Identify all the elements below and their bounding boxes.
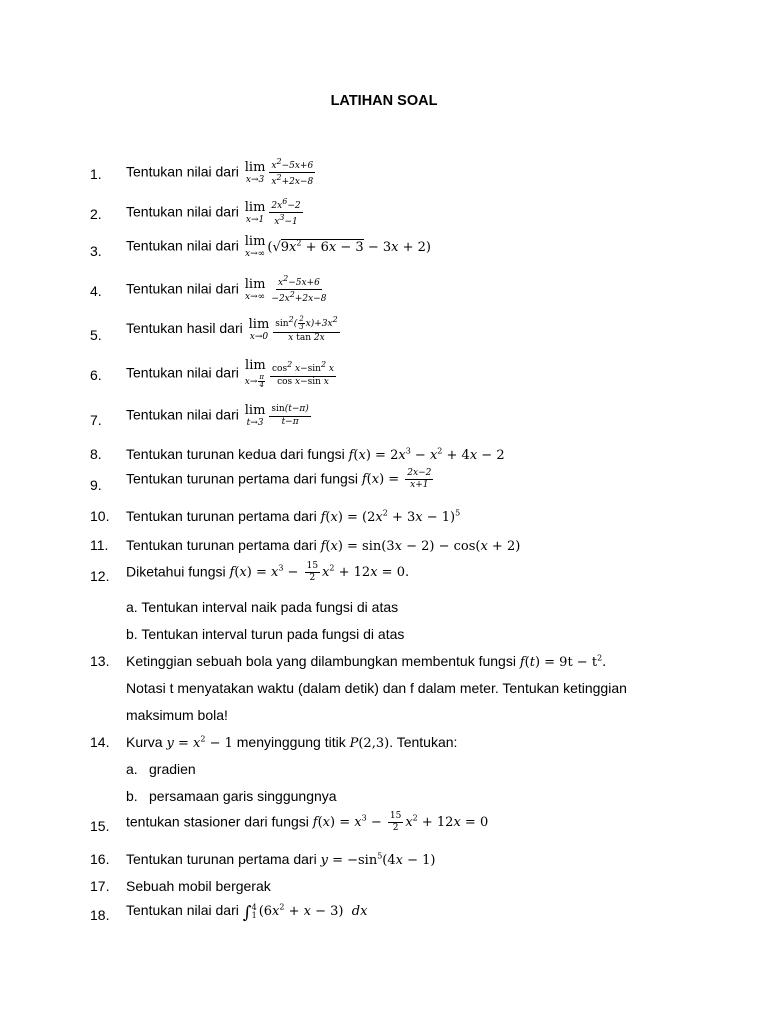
- math-expression: lim x→3 $\frac{x^2-5x+6}{x^2+2x-8}$: [244, 157, 314, 188]
- question-10: [126, 508, 460, 525]
- question-5: [126, 316, 342, 343]
- question-text: Tentukan turunan kedua dari fungsi: [126, 446, 345, 462]
- question-1: [126, 158, 317, 188]
- item-number: 15.: [90, 818, 110, 834]
- item-number: 1.: [90, 166, 102, 182]
- item-number: 14.: [90, 734, 110, 750]
- question-8: [126, 446, 505, 463]
- item13-continuation: maksimum bola!: [126, 707, 228, 723]
- question-text: menyinggung titik: [236, 734, 346, 750]
- math-expression: $y = -\sin^5(4x - 1)$: [320, 851, 436, 868]
- item-number: 2.: [90, 206, 102, 222]
- item-number: 6.: [90, 367, 102, 383]
- question-2: [126, 198, 305, 228]
- item12-sub-a: a. Tentukan interval naik pada fungsi di atas: [126, 599, 399, 615]
- question-18: [126, 902, 367, 923]
- item-number: 9.: [90, 477, 102, 493]
- question-14: [126, 734, 457, 751]
- question-9: [126, 469, 435, 491]
- question-11: [126, 537, 520, 554]
- item14-sub-label: b.: [126, 788, 138, 804]
- question-text: tentukan stasioner dari fungsi: [126, 813, 309, 830]
- math-expression: $f(x) = (2x^2 + 3x - 1)^5$: [320, 508, 461, 525]
- question-12: [126, 562, 409, 584]
- math-expression: lim x→1 $\frac{2x^6-2}{x^3-1}$: [244, 197, 301, 228]
- math-expression: $y = x^2 - 1$: [166, 734, 233, 751]
- math-expression: $f(x) = x^3$ − $\frac{15}{2}$ $x^2 + 12x = 0$.: [229, 561, 410, 584]
- item-number: 5.: [90, 327, 102, 343]
- math-expression: ∫ 4 1 $(6x^2 + x - 3)$ dx: [242, 902, 368, 923]
- item-number: 17.: [90, 878, 110, 894]
- math-expression: f(x) = $\frac{2x-2}{x+1}$: [361, 468, 432, 491]
- question-text: Tentukan turunan pertama dari: [126, 537, 317, 553]
- question-16: [126, 851, 435, 868]
- question-text: Tentukan nilai dari: [126, 203, 239, 220]
- question-text: Tentukan turunan pertama dari: [126, 851, 317, 867]
- item-number: 4.: [90, 283, 102, 299]
- math-expression: lim x→∞ $\frac{x^2-5x+6}{-2x^2+2x-8}$: [244, 274, 327, 305]
- question-text: Sebuah mobil bergerak: [126, 878, 271, 894]
- math-expression: lim t→3 $\frac{\sin(t-\pi)}{t-\pi}$: [244, 403, 309, 428]
- math-expression: $f(t) = 9t - t^2$.: [519, 653, 607, 670]
- math-expression: f(x) = sin(3x − 2) − cos(x + 2): [320, 539, 521, 554]
- item14-sub-label: a.: [126, 761, 138, 777]
- math-expression: lim x→ $\frac{\pi}{4}$ $\frac{\cos^2 x-\sin^2 x}{\text{cos x−sin x}}$: [244, 358, 334, 389]
- question-7: [126, 404, 313, 428]
- math-expression: lim x→0 $\sin^2$( $\frac{2}{3}$ $x)+3x^2$ x tan 2x: [248, 315, 338, 343]
- question-text: Tentukan nilai dari: [126, 902, 239, 918]
- question-text: Tentukan nilai dari: [126, 280, 239, 297]
- item-number: 12.: [90, 568, 110, 584]
- item12-sub-b: b. Tentukan interval turun pada fungsi di atas: [126, 626, 405, 642]
- math-expression: lim x→∞ $(√9x^2 + 6x - 3 - 3x + 2)$: [244, 234, 431, 259]
- item-number: 7.: [90, 412, 102, 428]
- question-text: Tentukan nilai dari: [126, 237, 239, 254]
- question-text: Diketahui fungsi: [126, 563, 226, 580]
- question-text: . Tentukan:: [389, 734, 458, 750]
- question-text: Tentukan hasil dari: [126, 320, 243, 337]
- item-number: 8.: [90, 446, 102, 462]
- page-title: LATIHAN SOAL: [330, 93, 438, 109]
- math-expression: P(2,3): [349, 736, 390, 751]
- item-number: 13.: [90, 653, 110, 669]
- question-15: [126, 812, 488, 834]
- question-text: Kurva: [126, 734, 163, 750]
- math-expression: $f(x) = x^3$ − $\frac{15}{2}$ $x^2 + 12x = 0$: [312, 811, 489, 834]
- question-13: [126, 653, 606, 670]
- item14-sub-text: gradien: [149, 761, 196, 777]
- question-text: Tentukan nilai dari: [126, 364, 239, 381]
- item-number: 18.: [90, 907, 110, 923]
- question-3: [126, 235, 431, 259]
- question-text: Tentukan nilai dari: [126, 406, 239, 423]
- question-4: [126, 275, 330, 305]
- item-number: 3.: [90, 243, 102, 259]
- item-number: 11.: [90, 537, 109, 553]
- item-number: 10.: [90, 508, 110, 524]
- item-number: 16.: [90, 851, 110, 867]
- question-text: Tentukan nilai dari: [126, 163, 239, 180]
- question-6: [126, 359, 338, 389]
- question-text: Tentukan turunan pertama dari fungsi: [126, 470, 358, 487]
- question-text: Ketinggian sebuah bola yang dilambungkan membentuk fungsi: [126, 653, 516, 669]
- item14-sub-text: persamaan garis singgungnya: [149, 788, 337, 804]
- question-17: [126, 878, 271, 894]
- question-text: Tentukan turunan pertama dari: [126, 508, 317, 524]
- math-expression: $f(x) = 2x^3 - x^2 + 4x - 2$: [348, 446, 505, 463]
- item13-continuation: Notasi t menyatakan waktu (dalam detik) dan f dalam meter. Tentukan ketinggian: [126, 680, 627, 696]
